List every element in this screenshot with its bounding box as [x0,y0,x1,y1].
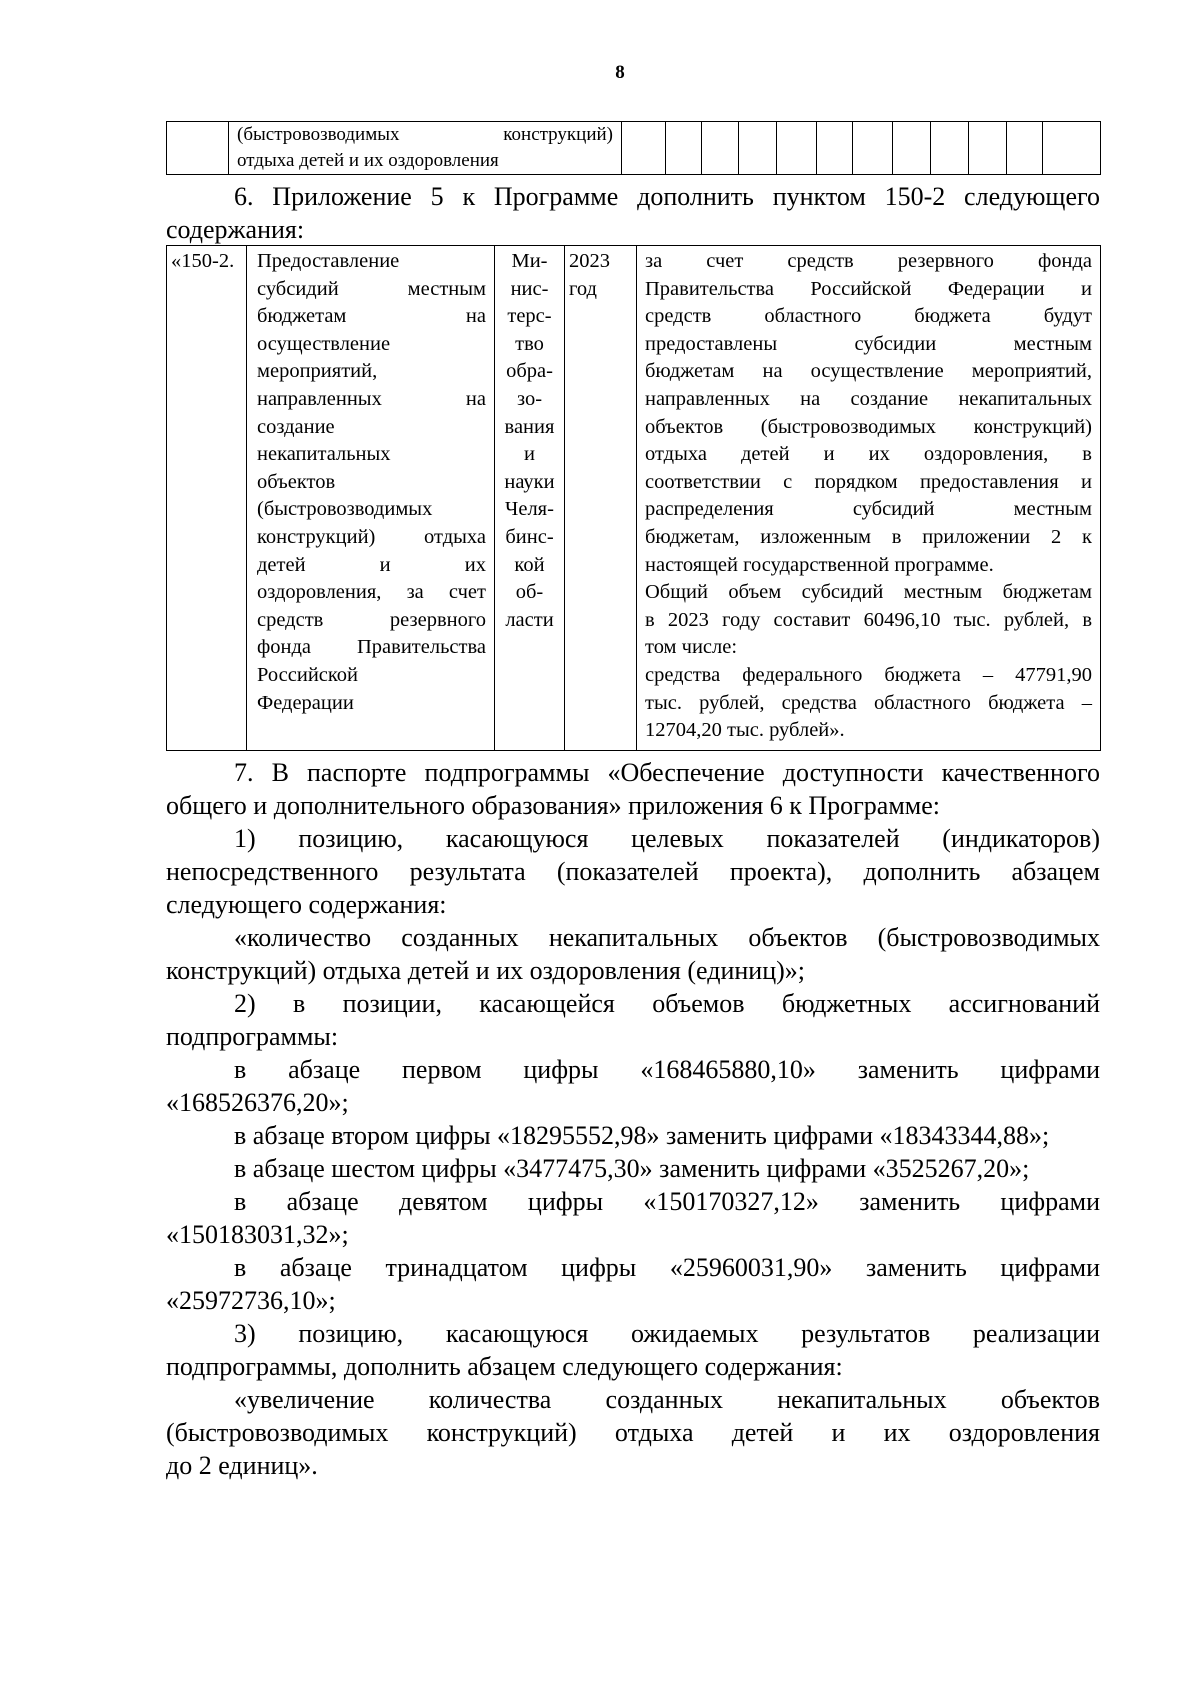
description-line: соответствии с порядком предоставления и [645,470,1092,493]
responsible-line: вания [504,415,555,438]
responsible-line: науки [504,470,555,493]
item-3-line-1: 3) позицию, касающуюся ожидаемых результатов реализации [234,1319,1100,1348]
responsible-cell [495,246,565,751]
paragraph-7 [166,756,1100,822]
abzac-9 [166,1185,1100,1251]
empty-cell [893,122,931,175]
continuation-line-1: (быстровозводимых конструкций) [237,124,613,145]
year-cell [565,246,637,751]
quote-2-line-1: «увеличение количества созданных некапитальных объектов [234,1385,1100,1414]
abzac-9-line-1: в абзаце девятом цифры «150170327,12» заменить цифрами [234,1187,1100,1216]
empty-cell [1043,122,1101,175]
description-line: отдыха детей и их оздоровления, в [645,443,1092,466]
quote-2 [166,1383,1100,1482]
name-line: создание [257,415,335,438]
item-2 [166,987,1100,1053]
description-cell [637,246,1101,751]
name-line: фонда Правительства [257,636,486,659]
paragraph-6-line-1: 6. Приложение 5 к Программе дополнить пунктом 150-2 следующего [234,182,1100,211]
description-line: в 2023 году составит 60496,10 тыс. рублей, в [645,608,1092,631]
description-line: средств областного бюджета будут [645,305,1092,328]
item-number: «150-2. [171,250,235,272]
item-1-line-1: 1) позицию, касающуюся целевых показателей (индикаторов) [234,824,1100,853]
responsible-line: ласти [505,608,554,631]
description-line: Общий объем субсидий местным бюджетам [645,581,1092,604]
empty-cell [777,122,817,175]
description-line: бюджетам, изложенным в приложении 2 к [645,525,1092,548]
abzac-2 [166,1119,1100,1152]
empty-cell [1007,122,1043,175]
abzac-13 [166,1251,1100,1317]
name-line: направленных на [257,387,486,410]
name-line: (быстровозводимых [257,498,433,521]
abzac-13-line-2: «25972736,10»; [166,1286,336,1315]
responsible-line: зо- [516,387,543,410]
description-line: бюджетам на осуществление мероприятий, [645,360,1092,383]
continuation-table [166,121,1101,175]
abzac-6 [166,1152,1100,1185]
abzac-6-line: в абзаце шестом цифры «3477475,30» заменить цифрами «3525267,20»; [234,1154,1030,1183]
paragraph-7-line-2: общего и дополнительного образования» приложения 6 к Программе: [166,791,941,820]
abzac-1-line-2: «168526376,20»; [166,1088,349,1117]
description-line: тыс. рублей, средства областного бюджета – [645,691,1092,714]
description-line: том числе: [645,636,738,659]
quote-2-line-3: до 2 единиц». [166,1451,318,1480]
responsible-line: Челя- [505,498,554,521]
name-line: объектов [257,470,336,493]
paragraph-6 [166,180,1100,246]
description-line: 12704,20 тыс. рублей». [645,719,845,742]
continuation-text-cell [229,122,622,175]
item-1-line-2: непосредственного результата (показателей проекта), дополнить абзацем [166,857,1100,886]
responsible-line: нис- [510,277,549,300]
name-line: Российской [257,663,359,686]
item-name-cell [247,246,495,751]
name-line: бюджетам на [257,305,486,328]
abzac-1 [166,1053,1100,1119]
description-line: Правительства Российской Федерации и [645,277,1092,300]
description-line: предоставлены субсидии местным [645,332,1092,355]
quote-1-line-1: «количество созданных некапитальных объектов (быстровозводимых [234,923,1100,952]
description-line: за счет средств резервного фонда [645,250,1092,272]
responsible-line: и [524,443,535,466]
name-line: детей и их [257,553,486,576]
responsible-line: обра- [506,360,553,383]
empty-cell [817,122,853,175]
abzac-2-line: в абзаце втором цифры «18295552,98» заменить цифрами «18343344,88»; [234,1121,1050,1150]
name-line: осуществление [257,332,391,355]
abzac-1-line-1: в абзаце первом цифры «168465880,10» заменить цифрами [234,1055,1100,1084]
abzac-9-line-2: «150183031,32»; [166,1220,349,1249]
paragraph-6-line-2: содержания: [166,215,305,244]
item-2-line-2: подпрограммы: [166,1022,339,1051]
item-3-line-2: подпрограммы, дополнить абзацем следующего содержания: [166,1352,843,1381]
year-line: 2023 [569,250,610,272]
name-line: средств резервного [257,608,486,631]
name-line: конструкций) отдыха [257,525,486,548]
responsible-line: кой [514,553,545,576]
item-number-cell [167,246,247,751]
item-1 [166,822,1100,921]
continuation-line-2: отдыха детей и их оздоровления [237,150,499,171]
empty-cell [931,122,969,175]
item-3 [166,1317,1100,1383]
quote-1 [166,921,1100,987]
empty-cell [702,122,739,175]
name-line: Федерации [257,691,354,714]
responsible-line: терс- [507,305,552,328]
item-2-line-1: 2) в позиции, касающейся объемов бюджетных ассигнований [234,989,1100,1018]
empty-cell [622,122,666,175]
appendix-table [166,245,1101,751]
paragraph-7-line-1: 7. В паспорте подпрограммы «Обеспечение доступности качественного [234,758,1100,787]
name-line: мероприятий, [257,360,378,383]
description-line: объектов (быстровозводимых конструкций) [645,415,1092,438]
empty-cell [739,122,777,175]
name-line: некапитальных [257,443,391,466]
description-line: настоящей государственной программе. [645,553,994,576]
responsible-line: бинс- [505,525,554,548]
description-line: направленных на создание некапитальных [645,387,1092,410]
responsible-line: тво [515,332,544,355]
empty-cell [969,122,1007,175]
name-line: Предоставление [257,250,400,272]
responsible-line: об- [515,581,544,604]
abzac-13-line-1: в абзаце тринадцатом цифры «25960031,90» заменить цифрами [234,1253,1100,1282]
empty-cell [853,122,893,175]
empty-cell [666,122,702,175]
empty-cell [167,122,229,175]
year-line: год [569,277,597,300]
responsible-line: Ми- [511,250,548,272]
quote-1-line-2: конструкций) отдыха детей и их оздоровления (единиц)»; [166,956,806,985]
name-line: субсидий местным [257,277,486,300]
quote-2-line-2: (быстровозводимых конструкций) отдыха детей и их оздоровления [166,1418,1100,1447]
description-line: распределения субсидий местным [645,498,1092,521]
name-line: оздоровления, за счет [257,581,486,604]
description-line: средства федерального бюджета – 47791,90 [645,663,1092,686]
item-1-line-3: следующего содержания: [166,890,447,919]
page-number: 8 [615,62,625,83]
